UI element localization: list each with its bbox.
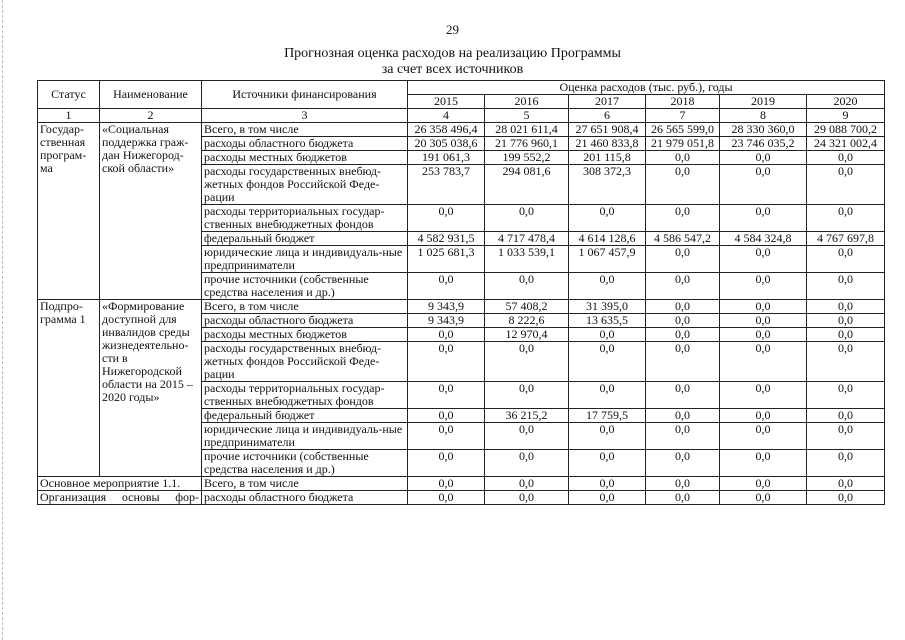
value-cell: 4 584 324,8 [720,232,807,246]
value-cell: 0,0 [569,273,646,300]
source-cell: расходы местных бюджетов [202,328,408,342]
header-estimate: Оценка расходов (тыс. руб.), годы [408,81,885,95]
value-cell: 0,0 [485,273,569,300]
value-cell: 0,0 [646,423,720,450]
activity-title-line-2: Организация основы фор- [38,491,202,505]
value-cell: 0,0 [485,477,569,491]
value-cell: 0,0 [569,450,646,477]
value-cell: 0,0 [720,450,807,477]
value-cell: 4 614 128,6 [569,232,646,246]
value-cell: 0,0 [646,246,720,273]
value-cell: 8 222,6 [485,314,569,328]
value-cell: 0,0 [485,342,569,382]
value-cell: 0,0 [408,342,485,382]
value-cell: 0,0 [646,328,720,342]
source-cell: Всего, в том числе [202,123,408,137]
value-cell: 308 372,3 [569,165,646,205]
value-cell: 4 767 697,8 [807,232,885,246]
value-cell: 27 651 908,4 [569,123,646,137]
value-cell: 0,0 [720,382,807,409]
value-cell: 0,0 [807,314,885,328]
source-cell: юридические лица и индивидуаль-ные предприниматели [202,423,408,450]
value-cell: 0,0 [807,246,885,273]
header-year: 2018 [646,95,720,109]
page-edge-line [2,0,4,640]
value-cell: 28 330 360,0 [720,123,807,137]
value-cell: 0,0 [807,477,885,491]
value-cell: 9 343,9 [408,300,485,314]
source-cell: расходы областного бюджета [202,137,408,151]
value-cell: 0,0 [807,300,885,314]
header-year: 2019 [720,95,807,109]
column-number: 2 [100,109,202,123]
column-number: 5 [485,109,569,123]
value-cell: 201 115,8 [569,151,646,165]
value-cell: 0,0 [646,314,720,328]
table-row [38,123,885,137]
value-cell: 0,0 [646,205,720,232]
value-cell: 0,0 [485,491,569,505]
source-cell: Всего, в том числе [202,300,408,314]
title-line-2: за счет всех источников [381,62,524,77]
value-cell: 0,0 [569,423,646,450]
value-cell: 0,0 [807,409,885,423]
value-cell: 0,0 [408,477,485,491]
header-status: Статус [38,81,100,109]
value-cell: 0,0 [807,151,885,165]
value-cell: 31 395,0 [569,300,646,314]
value-cell: 0,0 [720,246,807,273]
value-cell: 0,0 [646,491,720,505]
source-cell: прочие источники (собственные средства населения и др.) [202,273,408,300]
value-cell: 0,0 [646,300,720,314]
value-cell: 29 088 700,2 [807,123,885,137]
source-cell: Всего, в том числе [202,477,408,491]
value-cell: 0,0 [569,328,646,342]
document-title [0,46,905,78]
value-cell: 0,0 [646,382,720,409]
value-cell: 253 783,7 [408,165,485,205]
value-cell: 0,0 [408,423,485,450]
value-cell: 0,0 [646,409,720,423]
value-cell: 12 970,4 [485,328,569,342]
expense-table [37,80,885,505]
column-number: 3 [202,109,408,123]
value-cell: 0,0 [720,423,807,450]
value-cell: 0,0 [720,342,807,382]
value-cell: 4 582 931,5 [408,232,485,246]
value-cell: 24 321 002,4 [807,137,885,151]
value-cell: 0,0 [807,382,885,409]
value-cell: 0,0 [807,423,885,450]
value-cell: 0,0 [408,491,485,505]
value-cell: 23 746 035,2 [720,137,807,151]
value-cell: 0,0 [408,328,485,342]
page-number: 29 [446,22,459,37]
source-cell: федеральный бюджет [202,409,408,423]
value-cell: 0,0 [807,165,885,205]
value-cell: 0,0 [720,273,807,300]
value-cell: 0,0 [569,205,646,232]
value-cell: 1 033 539,1 [485,246,569,273]
value-cell: 0,0 [720,409,807,423]
value-cell: 0,0 [646,477,720,491]
value-cell: 36 215,2 [485,409,569,423]
value-cell: 4 717 478,4 [485,232,569,246]
header-year: 2017 [569,95,646,109]
value-cell: 0,0 [646,273,720,300]
value-cell: 0,0 [485,205,569,232]
table-row [38,491,885,505]
name-cell: «Социальная поддержка граж-дан Нижегород-ской области» [100,123,202,300]
value-cell: 21 460 833,8 [569,137,646,151]
value-cell: 0,0 [646,450,720,477]
source-cell: расходы государственных внебюд-жетных фондов Российской Феде-рации [202,342,408,382]
value-cell: 26 358 496,4 [408,123,485,137]
table-row [38,477,885,491]
value-cell: 21 979 051,8 [646,137,720,151]
value-cell: 0,0 [569,382,646,409]
value-cell: 0,0 [485,423,569,450]
header-year: 2015 [408,95,485,109]
title-line-1: Прогнозная оценка расходов на реализацию Программы [284,46,621,61]
source-cell: расходы территориальных государ-ственных внебюджетных фондов [202,205,408,232]
status-cell: Государ-ственная програм-ма [38,123,100,300]
value-cell: 28 021 611,4 [485,123,569,137]
value-cell: 0,0 [720,477,807,491]
value-cell: 294 081,6 [485,165,569,205]
source-cell: расходы государственных внебюд-жетных фондов Российской Феде-рации [202,165,408,205]
value-cell: 0,0 [807,328,885,342]
value-cell: 0,0 [485,450,569,477]
header-year: 2016 [485,95,569,109]
value-cell: 0,0 [646,151,720,165]
value-cell: 57 408,2 [485,300,569,314]
column-number: 7 [646,109,720,123]
value-cell: 0,0 [569,342,646,382]
value-cell: 0,0 [720,165,807,205]
value-cell: 0,0 [408,450,485,477]
value-cell: 0,0 [807,342,885,382]
source-cell: расходы областного бюджета [202,314,408,328]
value-cell: 9 343,9 [408,314,485,328]
value-cell: 0,0 [646,342,720,382]
source-cell: расходы областного бюджета [202,491,408,505]
value-cell: 17 759,5 [569,409,646,423]
source-cell: расходы территориальных государ-ственных внебюджетных фондов [202,382,408,409]
header-sources: Источники финансирования [202,81,408,109]
source-cell: прочие источники (собственные средства населения и др.) [202,450,408,477]
value-cell: 0,0 [485,382,569,409]
value-cell: 0,0 [408,205,485,232]
column-number: 6 [569,109,646,123]
value-cell: 0,0 [720,300,807,314]
value-cell: 0,0 [807,491,885,505]
status-cell: Подпро-грамма 1 [38,300,100,477]
source-cell: расходы местных бюджетов [202,151,408,165]
value-cell: 0,0 [408,409,485,423]
column-number: 4 [408,109,485,123]
column-number: 1 [38,109,100,123]
value-cell: 0,0 [569,491,646,505]
table-row [38,300,885,314]
value-cell: 0,0 [807,273,885,300]
value-cell: 1 025 681,3 [408,246,485,273]
header-name: Наименование [100,81,202,109]
column-number: 9 [807,109,885,123]
header-year: 2020 [807,95,885,109]
value-cell: 0,0 [720,328,807,342]
value-cell: 0,0 [646,165,720,205]
source-cell: федеральный бюджет [202,232,408,246]
value-cell: 4 586 547,2 [646,232,720,246]
activity-title-line-1: Основное мероприятие 1.1. [38,477,202,491]
name-cell: «Формирование доступной для инвалидов среды жизнедеятельно-сти в Нижегородской области на 2015 –2020 годы» [100,300,202,477]
value-cell: 0,0 [720,491,807,505]
value-cell: 13 635,5 [569,314,646,328]
value-cell: 26 565 599,0 [646,123,720,137]
value-cell: 0,0 [807,450,885,477]
value-cell: 1 067 457,9 [569,246,646,273]
value-cell: 20 305 038,6 [408,137,485,151]
value-cell: 0,0 [569,477,646,491]
value-cell: 0,0 [720,151,807,165]
column-number: 8 [720,109,807,123]
value-cell: 199 552,2 [485,151,569,165]
value-cell: 0,0 [720,205,807,232]
value-cell: 0,0 [807,205,885,232]
value-cell: 0,0 [408,273,485,300]
value-cell: 21 776 960,1 [485,137,569,151]
source-cell: юридические лица и индивидуаль-ные предприниматели [202,246,408,273]
value-cell: 0,0 [720,314,807,328]
value-cell: 191 061,3 [408,151,485,165]
value-cell: 0,0 [408,382,485,409]
